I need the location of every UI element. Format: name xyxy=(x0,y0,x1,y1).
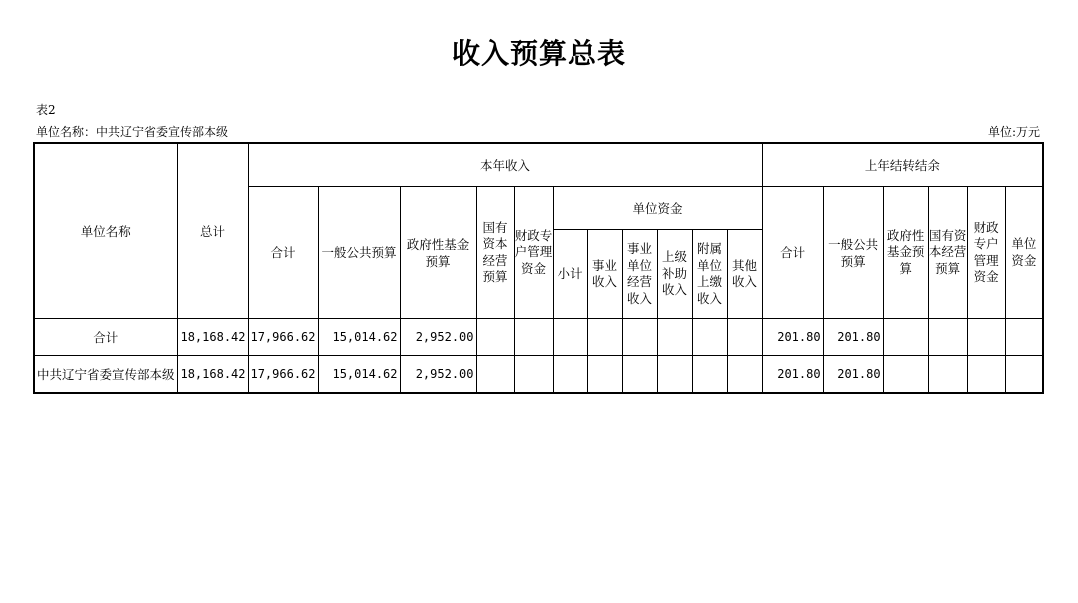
unit-name-label: 单位名称：中共辽宁省委宣传部本级 xyxy=(36,125,229,139)
cell-cy-total: 17,966.62 xyxy=(248,356,318,394)
cell-total: 18,168.42 xyxy=(177,319,248,356)
cell-empty xyxy=(928,319,967,356)
cell-empty xyxy=(622,356,657,394)
cell-empty xyxy=(967,319,1005,356)
header-py-gov-fund: 政府性基金预算 xyxy=(883,187,928,319)
cell-cy-total: 17,966.62 xyxy=(248,319,318,356)
cell-cy-gov-fund: 2,952.00 xyxy=(400,356,476,394)
cell-empty xyxy=(514,319,553,356)
cell-cy-general: 15,014.62 xyxy=(318,319,400,356)
table-row xyxy=(34,356,1043,394)
cell-empty xyxy=(657,356,692,394)
cell-empty xyxy=(553,356,587,394)
header-uf-business-unit: 事业单位经营收入 xyxy=(622,230,657,319)
header-py-fiscal-special: 财政专户管理资金 xyxy=(967,187,1005,319)
cell-py-general: 201.80 xyxy=(823,356,883,394)
header-py-general: 一般公共预算 xyxy=(823,187,883,319)
cell-empty xyxy=(727,319,762,356)
cell-empty xyxy=(587,319,622,356)
cell-total: 18,168.42 xyxy=(177,356,248,394)
header-py-total: 合计 xyxy=(762,187,823,319)
cell-empty xyxy=(476,356,514,394)
table-row xyxy=(34,319,1043,356)
row-name: 中共辽宁省委宣传部本级 xyxy=(34,356,177,394)
header-cy-state-capital: 国有资本经营预算 xyxy=(476,187,514,319)
header-uf-other: 其他收入 xyxy=(727,230,762,319)
header-cy-total: 合计 xyxy=(248,187,318,319)
header-cy-general: 一般公共预算 xyxy=(318,187,400,319)
page-title: 收入预算总表 xyxy=(451,37,626,70)
header-prior-year-carryover: 上年结转结余 xyxy=(762,143,1043,187)
table-number: 表2 xyxy=(36,103,56,117)
header-unit-funds: 单位资金 xyxy=(553,187,762,230)
income-budget-table xyxy=(33,142,1044,394)
header-cy-fiscal-special: 财政专户管理资金 xyxy=(514,187,553,319)
header-uf-superior-subsidy: 上级补助收入 xyxy=(657,230,692,319)
header-cy-gov-fund: 政府性基金预算 xyxy=(400,187,476,319)
cell-empty xyxy=(1005,356,1043,394)
cell-empty xyxy=(1005,319,1043,356)
unit-measure-label: 单位:万元 xyxy=(987,125,1040,139)
header-py-state-capital: 国有资本经营预算 xyxy=(928,187,967,319)
cell-empty xyxy=(928,356,967,394)
header-uf-business: 事业收入 xyxy=(587,230,622,319)
cell-py-total: 201.80 xyxy=(762,319,823,356)
cell-cy-gov-fund: 2,952.00 xyxy=(400,319,476,356)
cell-cy-general: 15,014.62 xyxy=(318,356,400,394)
cell-empty xyxy=(553,319,587,356)
header-total: 总计 xyxy=(177,143,248,319)
cell-empty xyxy=(657,319,692,356)
cell-empty xyxy=(883,356,928,394)
header-unit-name: 单位名称 xyxy=(34,143,177,319)
cell-empty xyxy=(476,319,514,356)
header-current-year-income: 本年收入 xyxy=(248,143,762,187)
cell-empty xyxy=(727,356,762,394)
cell-empty xyxy=(622,319,657,356)
cell-empty xyxy=(692,319,727,356)
cell-empty xyxy=(514,356,553,394)
cell-py-total: 201.80 xyxy=(762,356,823,394)
header-py-unit-funds: 单位资金 xyxy=(1005,187,1043,319)
cell-py-general: 201.80 xyxy=(823,319,883,356)
cell-empty xyxy=(883,319,928,356)
cell-empty xyxy=(692,356,727,394)
row-name: 合计 xyxy=(34,319,177,356)
header-uf-subtotal: 小计 xyxy=(553,230,587,319)
cell-empty xyxy=(967,356,1005,394)
cell-empty xyxy=(587,356,622,394)
header-uf-affiliate: 附属单位上缴收入 xyxy=(692,230,727,319)
